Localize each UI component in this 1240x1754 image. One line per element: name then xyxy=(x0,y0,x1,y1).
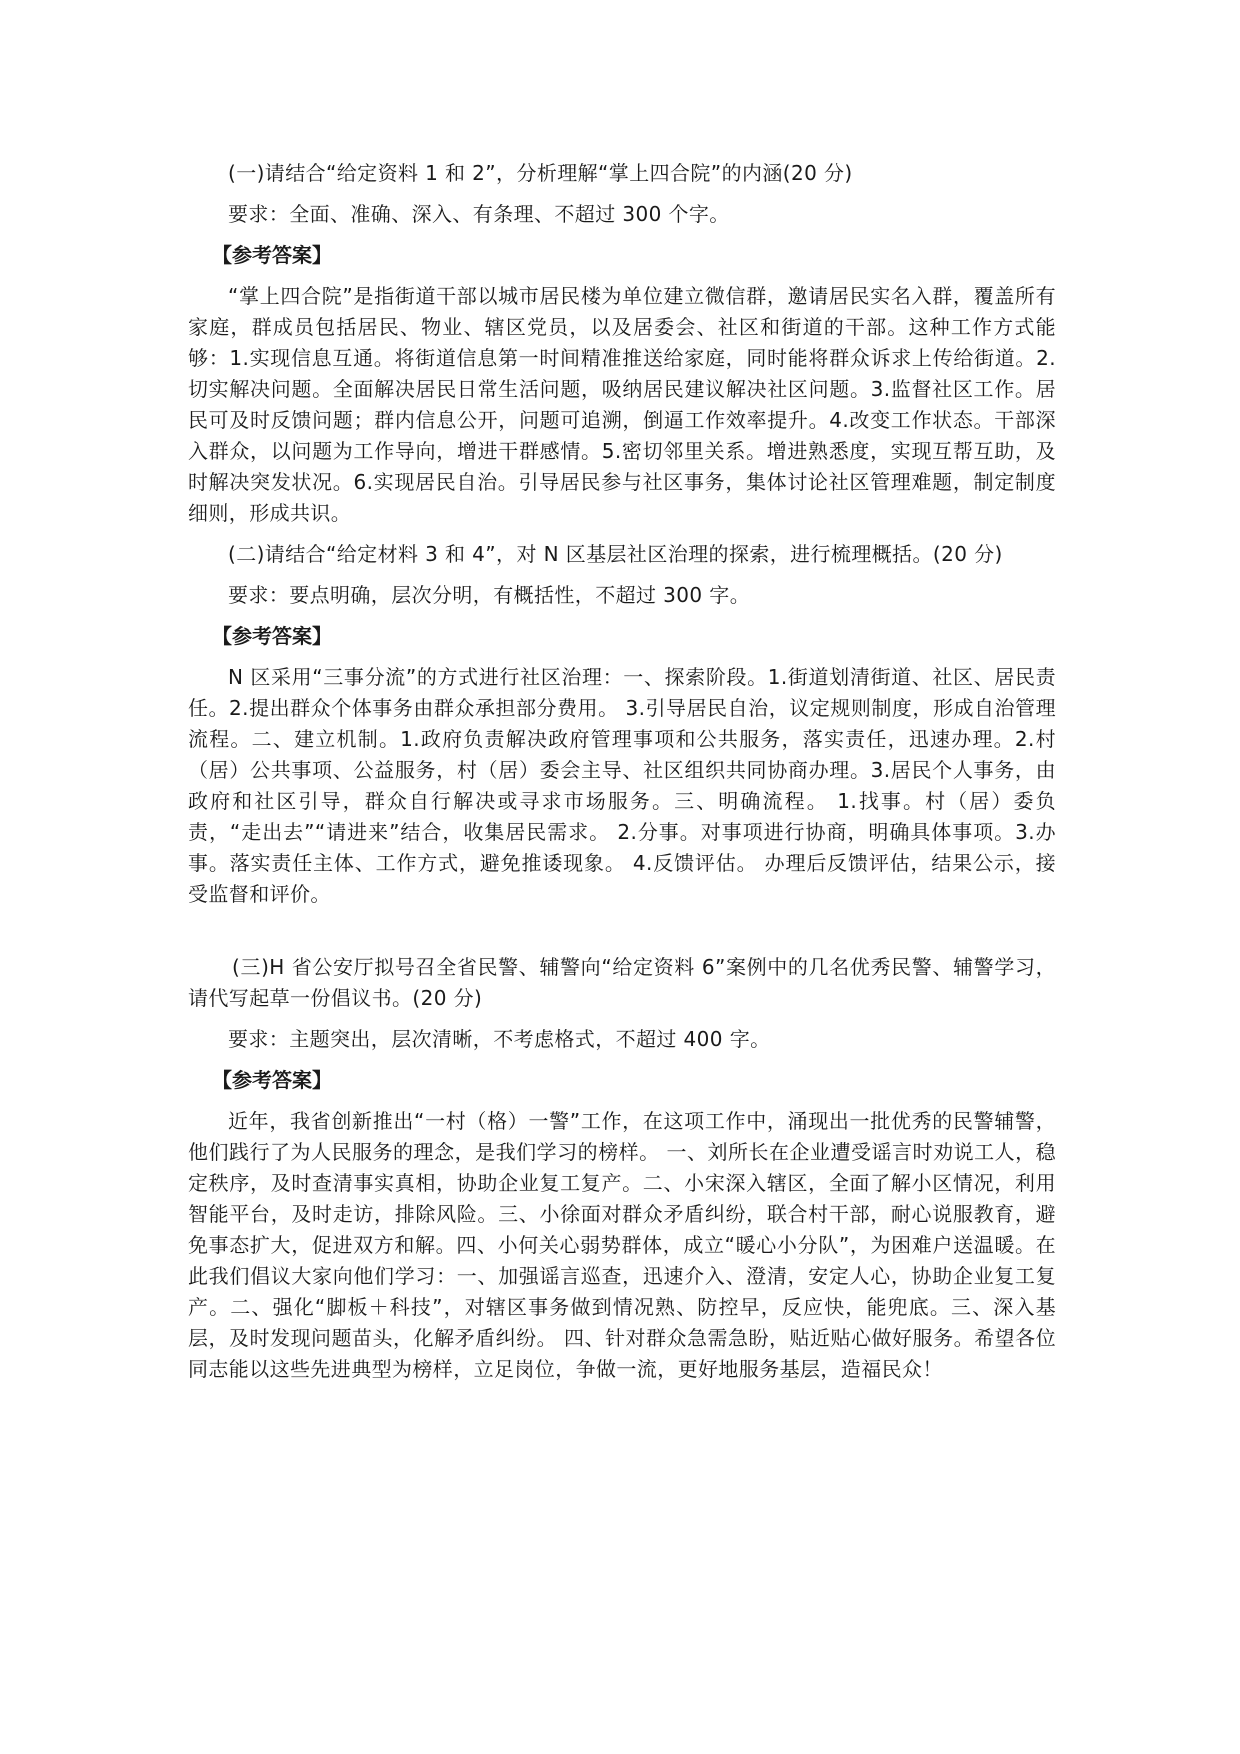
reference-answer-heading: 【参考答案】 xyxy=(212,624,332,648)
requirement-text: 要求：主题突出，层次清晰，不考虑格式，不超过 400 字。 xyxy=(228,1027,771,1051)
reference-answer-heading: 【参考答案】 xyxy=(212,1068,332,1092)
question-section-2 xyxy=(188,539,1056,910)
reference-answer-heading: 【参考答案】 xyxy=(212,243,332,267)
answer-text: “掌上四合院”是指街道干部以城市居民楼为单位建立微信群，邀请居民实名入群，覆盖所有家庭，群成员包括居民、物业、辖区党员，以及居委会、社区和街道的干部。这种工作方式能够：1.实现信息互通。将街道信息第一时间精准推送给家庭，同时能将群众诉求上传给街道。2.切实解决问题。全面解决居民日常生活问题，吸纳居民建议解决社区问题。3.监督社区工作。居民可及时反馈问题；群内信息公开，问题可追溯，倒逼工作效率提升。4.改变工作状态。干部深入群众，以问题为工作导向，增进干群感情。5.密切邻里关系。增进熟悉度，实现互帮互助，及时解决突发状况。6.实现居民自治。引导居民参与社区事务，集体讨论社区管理难题，制定制度细则，形成共识。 xyxy=(188,284,1056,525)
question-section-3 xyxy=(188,952,1056,1385)
answer-text: N 区采用“三事分流”的方式进行社区治理：一、探索阶段。1.街道划清街道、社区、居民责任。2.提出群众个体事务由群众承担部分费用。 3.引导居民自治，议定规则制度，形成自治管理流程。二、建立机制。1.政府负责解决政府管理事项和公共服务，落实责任，迅速办理。2.村（居）公共事项、公益服务，村（居）委会主导、社区组织共同协商办理。3.居民个人事务，由政府和社区引导，群众自行解决或寻求市场服务。三、明确流程。 1.找事。村（居）委负责，“走出去”“请进来”结合，收集居民需求。 2.分事。对事项进行协商，明确具体事项。3.办事。落实责任主体、工作方式，避免推诿现象。 4.反馈评估。 办理后反馈评估，结果公示，接受监督和评价。 xyxy=(188,665,1056,906)
document-body xyxy=(188,158,1056,1395)
blank-line xyxy=(188,920,1056,952)
question-section-1 xyxy=(188,158,1056,529)
question-text: (三)H 省公安厅拟号召全省民警、辅警向“给定资料 6”案例中的几名优秀民警、辅警学习，请代写起草一份倡议书。(20 分) xyxy=(188,955,1056,1010)
requirement-text: 要求：要点明确，层次分明，有概括性，不超过 300 字。 xyxy=(228,583,751,607)
question-text: (二)请结合“给定材料 3 和 4”，对 N 区基层社区治理的探索，进行梳理概括。(20 分) xyxy=(228,542,1003,566)
question-text: (一)请结合“给定资料 1 和 2”，分析理解“掌上四合院”的内涵(20 分) xyxy=(228,161,853,185)
answer-text: 近年，我省创新推出“一村（格）一警”工作，在这项工作中，涌现出一批优秀的民警辅警，他们践行了为人民服务的理念，是我们学习的榜样。 一、刘所长在企业遭受谣言时劝说工人，稳定秩序，及时查清事实真相，协助企业复工复产。二、小宋深入辖区，全面了解小区情况，利用智能平台，及时走访，排除风险。三、小徐面对群众矛盾纠纷，联合村干部，耐心说服教育，避免事态扩大，促进双方和解。四、小何关心弱势群体，成立“暖心小分队”，为困难户送温暖。在此我们倡议大家向他们学习：一、加强谣言巡查，迅速介入、澄清，安定人心，协助企业复工复产。二、强化“脚板＋科技”，对辖区事务做到情况熟、防控早，反应快，能兜底。三、深入基层，及时发现问题苗头，化解矛盾纠纷。 四、针对群众急需急盼，贴近贴心做好服务。希望各位同志能以这些先进典型为榜样，立足岗位，争做一流，更好地服务基层，造福民众！ xyxy=(188,1109,1056,1381)
requirement-text: 要求：全面、准确、深入、有条理、不超过 300 个字。 xyxy=(228,202,730,226)
